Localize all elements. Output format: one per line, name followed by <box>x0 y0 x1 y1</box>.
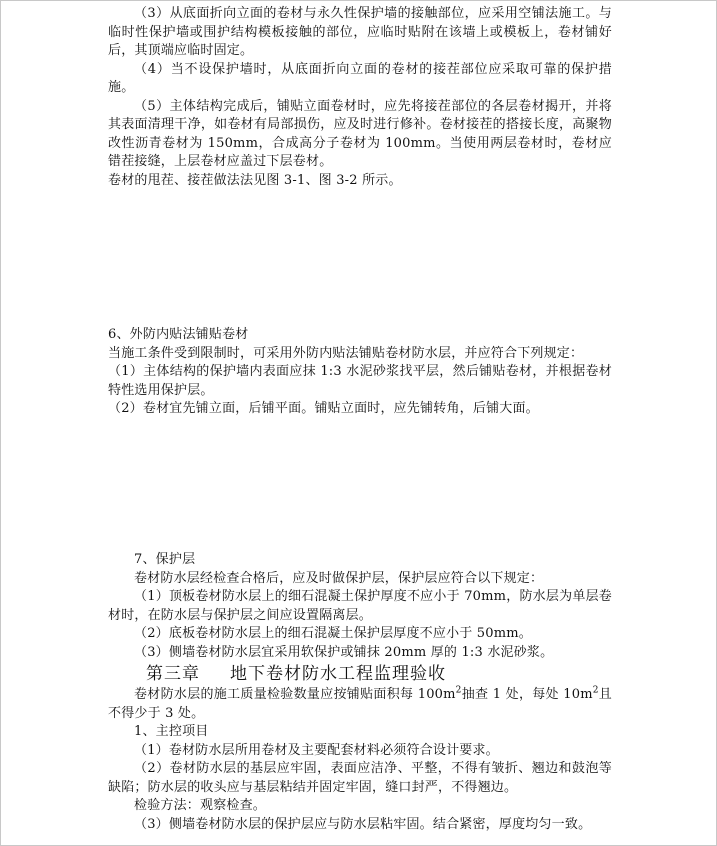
intro-superscript-1: 2 <box>455 685 462 696</box>
section-7-heading: 7、保护层 <box>134 552 196 567</box>
main-control-heading: 1、主控项目 <box>134 724 209 739</box>
intro-part-c: 且不得少于 3 处。 <box>108 687 612 721</box>
section-6-item-1: （1）主体结构的保护墙内表面应抹 1:3 水泥砂浆找平层，然后铺贴卷材，并根据卷材特性选用保护层。 <box>108 364 612 398</box>
intro-part-b: 抽查 1 处，每处 10m <box>461 687 593 702</box>
section-7-block <box>108 551 612 662</box>
chapter-number: 第三章 <box>146 664 200 684</box>
section-7-intro: 卷材防水层经检查合格后，应及时做保护层，保护层应符合以下规定： <box>134 570 544 586</box>
section-6-block <box>108 326 612 419</box>
paragraph-5-5: （5）主体结构完成后，铺贴立面卷材时，应先将接茬部位的各层卷材揭开，并将其表面清理干净，如卷材有局部损伤，应及时进行修补。卷材接茬的搭接长度，高聚物改性沥青卷材为 150mm，合成高分子卷材为 100mm。当使用两层卷材时，卷材应错茬接缝，上层卷材应盖过下层卷材。 <box>108 98 612 169</box>
inspection-method: 检验方法：观察检查。 <box>134 798 267 813</box>
chapter-3-intro <box>108 686 612 723</box>
page-border-top <box>0 0 717 1</box>
section-5-block <box>108 5 612 190</box>
section-7-item-2: （2）底板卷材防水层上的细石混凝土保护层厚度不应小于 50mm。 <box>134 626 532 641</box>
chapter-name: 地下卷材防水工程监理验收 <box>230 664 446 684</box>
intro-superscript-2: 2 <box>592 685 599 696</box>
section-6-heading: 6、外防内贴法铺贴卷材 <box>108 327 249 342</box>
paragraph-5-4: （4）当不设保护墙时，从底面折向立面的卷材的接茬部位应采取可靠的保护措施。 <box>108 61 612 95</box>
intro-part-a: 卷材防水层的施工质量检验数量应按铺贴面积每 100m <box>134 687 456 702</box>
main-control-item-2: （2）卷材防水层的基层应牢固，表面应洁净、平整，不得有皱折、翘边和鼓泡等缺陷；防水层的收头应与基层粘结并固定牢固，缝口封严，不得翘边。 <box>108 761 612 795</box>
figure-reference: 卷材的甩茬、接茬做法法见图 3-1、图 3-2 所示。 <box>108 172 402 188</box>
section-6-intro: 当施工条件受到限制时，可采用外防内贴法铺贴卷材防水层，并应符合下列规定： <box>108 345 584 361</box>
paragraph-5-3: （3）从底面折向立面的卷材与永久性保护墙的接触部位，应采用空铺法施工。与临时性保护墙或围护结构模板接触的部位，应临时贴附在该墙上或模板上，卷材铺好后，其顶端应临时固定。 <box>108 6 612 58</box>
main-control-item-3: （3）侧墙卷材防水层的保护层应与防水层粘牢固。结合紧密，厚度均匀一致。 <box>134 816 592 832</box>
page-border-left <box>0 0 1 846</box>
section-7-item-1: （1）顶板卷材防水层上的细石混凝土保护厚度不应小于 70mm，防水层为单层卷材时，在防水层与保护层之间应设置隔离层。 <box>108 589 612 623</box>
section-6-item-2: （2）卷材宜先铺立面，后铺平面。铺贴立面时，应先铺转角，后铺大面。 <box>108 401 539 416</box>
chapter-3-block <box>108 662 612 834</box>
section-7-item-3: （3）侧墙卷材防水层宜采用软保护或铺抹 20mm 厚的 1:3 水泥砂浆。 <box>134 644 554 660</box>
chapter-3-title <box>146 662 612 686</box>
main-control-item-1: （1）卷材防水层所用卷材及主要配套材料必须符合设计要求。 <box>134 742 499 758</box>
